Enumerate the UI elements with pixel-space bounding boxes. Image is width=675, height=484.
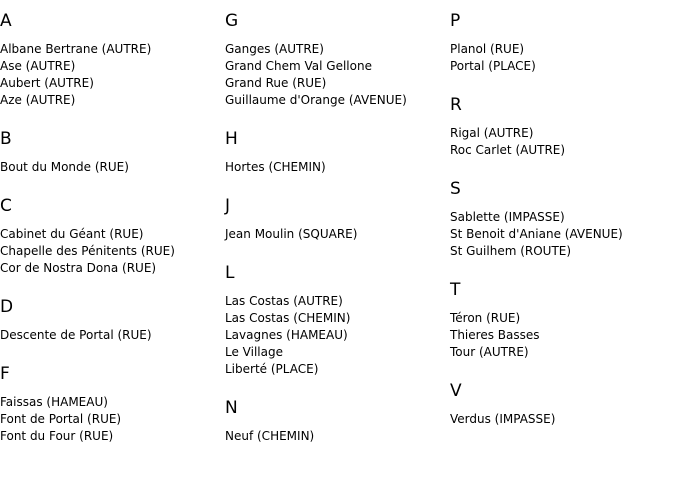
- letter-heading: F: [0, 364, 10, 384]
- letter-heading: N: [225, 398, 238, 418]
- street-list-item: Bout du Monde (RUE): [0, 160, 129, 174]
- letter-group: [0, 296, 220, 344]
- letter-group: [0, 128, 220, 176]
- letter-heading: B: [0, 129, 12, 149]
- street-list: [225, 41, 445, 109]
- street-list-item: Roc Carlet (AUTRE): [450, 143, 566, 157]
- letter-group: [450, 279, 670, 361]
- street-list-item: Le Village: [225, 345, 283, 359]
- street-list: [225, 226, 445, 243]
- street-list-item: Thieres Basses: [450, 328, 540, 342]
- street-list-item: Jean Moulin (SQUARE): [225, 227, 358, 241]
- letter-heading: R: [450, 95, 462, 115]
- street-list-item: Verdus (IMPASSE): [450, 412, 556, 426]
- street-index-column-3: [450, 10, 670, 447]
- street-list: [450, 125, 670, 159]
- street-list: [0, 327, 220, 344]
- street-list-item: St Guilhem (ROUTE): [450, 244, 572, 258]
- street-list-item: Grand Rue (RUE): [225, 76, 327, 90]
- street-list-item: Portal (PLACE): [450, 59, 536, 73]
- letter-heading: C: [0, 196, 12, 216]
- letter-heading: P: [450, 11, 461, 31]
- street-list-item: Cor de Nostra Dona (RUE): [0, 261, 157, 275]
- street-list-item: Faissas (HAMEAU): [0, 395, 108, 409]
- street-index-column-1: [0, 10, 220, 464]
- street-list-item: Planol (RUE): [450, 42, 525, 56]
- street-list: [0, 41, 220, 109]
- letter-heading: T: [450, 280, 461, 300]
- letter-heading: D: [0, 297, 14, 317]
- street-list-item: Liberté (PLACE): [225, 362, 319, 376]
- letter-group: [225, 128, 445, 176]
- street-list-item: St Benoit d'Aniane (AVENUE): [450, 227, 623, 241]
- letter-group: [450, 94, 670, 159]
- street-list-item: Ase (AUTRE): [0, 59, 76, 73]
- letter-heading: S: [450, 179, 461, 199]
- letter-group: [225, 262, 445, 378]
- letter-group: [0, 195, 220, 277]
- street-list: [225, 159, 445, 176]
- street-index-column-2: [225, 10, 445, 464]
- street-list-item: Guillaume d'Orange (AVENUE): [225, 93, 407, 107]
- street-list-item: Albane Bertrane (AUTRE): [0, 42, 152, 56]
- street-list-item: Las Costas (CHEMIN): [225, 311, 351, 325]
- street-list: [0, 394, 220, 445]
- street-list: [450, 310, 670, 361]
- letter-heading: J: [225, 196, 231, 216]
- letter-heading: H: [225, 129, 238, 149]
- street-list-item: Lavagnes (HAMEAU): [225, 328, 348, 342]
- street-list-item: Descente de Portal (RUE): [0, 328, 152, 342]
- letter-group: [450, 178, 670, 260]
- street-list-item: Sablette (IMPASSE): [450, 210, 565, 224]
- street-list-item: Rigal (AUTRE): [450, 126, 534, 140]
- street-list: [450, 41, 670, 75]
- street-list-item: Las Costas (AUTRE): [225, 294, 343, 308]
- letter-group: [225, 195, 445, 243]
- letter-group: [225, 10, 445, 109]
- street-list-item: Neuf (CHEMIN): [225, 429, 315, 443]
- street-list-item: Hortes (CHEMIN): [225, 160, 326, 174]
- letter-group: [225, 397, 445, 445]
- street-list-item: Chapelle des Pénitents (RUE): [0, 244, 175, 258]
- street-list-item: Font de Portal (RUE): [0, 412, 122, 426]
- street-list: [0, 159, 220, 176]
- street-list: [450, 411, 670, 428]
- street-list-item: Cabinet du Géant (RUE): [0, 227, 144, 241]
- letter-heading: V: [450, 381, 462, 401]
- letter-heading: A: [0, 11, 12, 31]
- letter-group: [450, 10, 670, 75]
- street-list: [0, 226, 220, 277]
- street-list-item: Aubert (AUTRE): [0, 76, 94, 90]
- letter-group: [0, 363, 220, 445]
- street-list: [225, 428, 445, 445]
- street-list-item: Font du Four (RUE): [0, 429, 114, 443]
- street-list-item: Tour (AUTRE): [450, 345, 529, 359]
- street-list: [225, 293, 445, 378]
- letter-group: [450, 380, 670, 428]
- letter-group: [0, 10, 220, 109]
- letter-heading: G: [225, 11, 239, 31]
- street-list-item: Aze (AUTRE): [0, 93, 76, 107]
- street-list: [450, 209, 670, 260]
- street-list-item: Grand Chem Val Gellone: [225, 59, 372, 73]
- letter-heading: L: [225, 263, 235, 283]
- street-list-item: Ganges (AUTRE): [225, 42, 324, 56]
- street-list-item: Téron (RUE): [450, 311, 521, 325]
